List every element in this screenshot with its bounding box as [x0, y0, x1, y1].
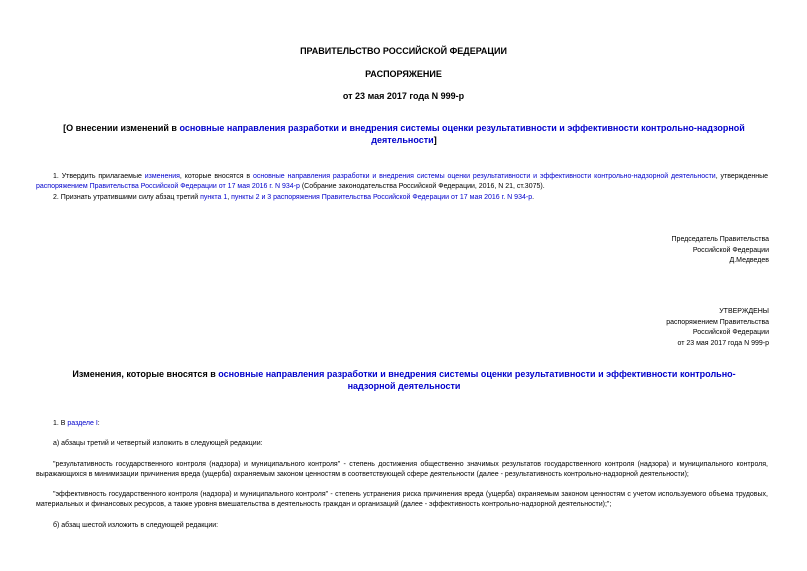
para1-text-4: (Собрание законодательства Российской Федерации, 2016, N 21, ст.3075). — [299, 183, 545, 190]
approval-line-1: УТВЕРЖДЕНЫ — [719, 308, 769, 315]
approval-block — [469, 307, 769, 349]
signature-line-1: Председатель Правительства — [671, 236, 769, 243]
quote-2: "эффективность государственного контроля (надзора) и муниципального контроля" - степень устранения риска причинения вреда (ущерба) охраняемым законом ценностям с учетом используемого объема трудовых, материальных и финансовых ресурсов, а также уровня вмешательства в деятельность граждан и организаций (далее - эффективность контрольно-надзорной деятельности);"; — [36, 491, 768, 508]
item-1 — [53, 419, 100, 429]
para1-text-1: 1. Утвердить прилагаемые — [53, 173, 145, 180]
quote-1: "результативность государственного контроля (надзора) и муниципального контроля" - степень достижения общественно значимых результатов государственного контроля (надзора) и муниципального контроля, выражающихся в минимизации причинения вреда (ущерба) охраняемым законом ценностям в соответствующей сфере деятельности (далее - результативность контрольно-надзорной деятельности); — [36, 461, 768, 478]
item-a: а) абзацы третий и четвертый изложить в следующей редакции: — [53, 440, 263, 447]
para2-text-1: 2. Признать утратившими силу абзац третий — [53, 194, 201, 201]
para2-text-2: , — [227, 194, 232, 201]
title-open: [О внесении изменений в — [63, 123, 180, 133]
government-heading: ПРАВИТЕЛЬСТВО РОССИЙСКОЙ ФЕДЕРАЦИИ — [300, 46, 507, 56]
changes-title — [60, 368, 748, 392]
signature-block — [469, 235, 769, 267]
title-close: ] — [433, 135, 437, 145]
para2-text-3: . — [532, 194, 535, 201]
document-date-number: от 23 мая 2017 года N 999-р — [342, 91, 465, 101]
para1-text-2: , которые вносятся в — [179, 173, 254, 180]
link-points-2-3[interactable]: пункты 2 и 3 распоряжения Правительства Российской Федерации от 17 мая 2016 г. N 934-р — [231, 194, 533, 201]
para1-text-3: , утвержденные — [715, 173, 768, 180]
paragraph-2 — [36, 193, 768, 203]
link-changes[interactable]: изменения — [144, 173, 180, 180]
document-title — [60, 122, 748, 146]
title-link[interactable]: основные направления разработки и внедрения системы оценки результативности и эффективности контрольно-надзорной деятельности — [179, 123, 745, 145]
approval-line-2: распоряжением Правительства — [666, 318, 769, 326]
signature-name: Д.Медведев — [729, 257, 769, 264]
link-section-1[interactable]: разделе I — [67, 420, 98, 427]
paragraph-1 — [36, 172, 768, 192]
approval-line-3: Российской Федерации — [692, 329, 769, 336]
item1-text-1: 1. В — [53, 420, 68, 427]
approval-line-4: от 23 мая 2017 года N 999-р — [677, 339, 769, 347]
signature-line-2: Российской Федерации — [692, 246, 769, 254]
changes-title-link[interactable]: основные направления разработки и внедрения системы оценки результативности и эффективности контрольно-надзорной деятельности — [218, 369, 736, 391]
item-b: б) абзац шестой изложить в следующей редакции: — [53, 522, 219, 529]
document-type: РАСПОРЯЖЕНИЕ — [365, 69, 442, 79]
link-order-934[interactable]: распоряжением Правительства Российской Федерации от 17 мая 2016 г. N 934-р — [36, 183, 300, 190]
link-point-1[interactable]: пункта 1 — [200, 194, 228, 201]
link-main-directions[interactable]: основные направления разработки и внедрения системы оценки результативности и эффективности контрольно-надзорной деятельности — [253, 173, 716, 180]
item1-text-2: : — [97, 420, 100, 427]
changes-title-text: Изменения, которые вносятся в — [72, 369, 219, 379]
